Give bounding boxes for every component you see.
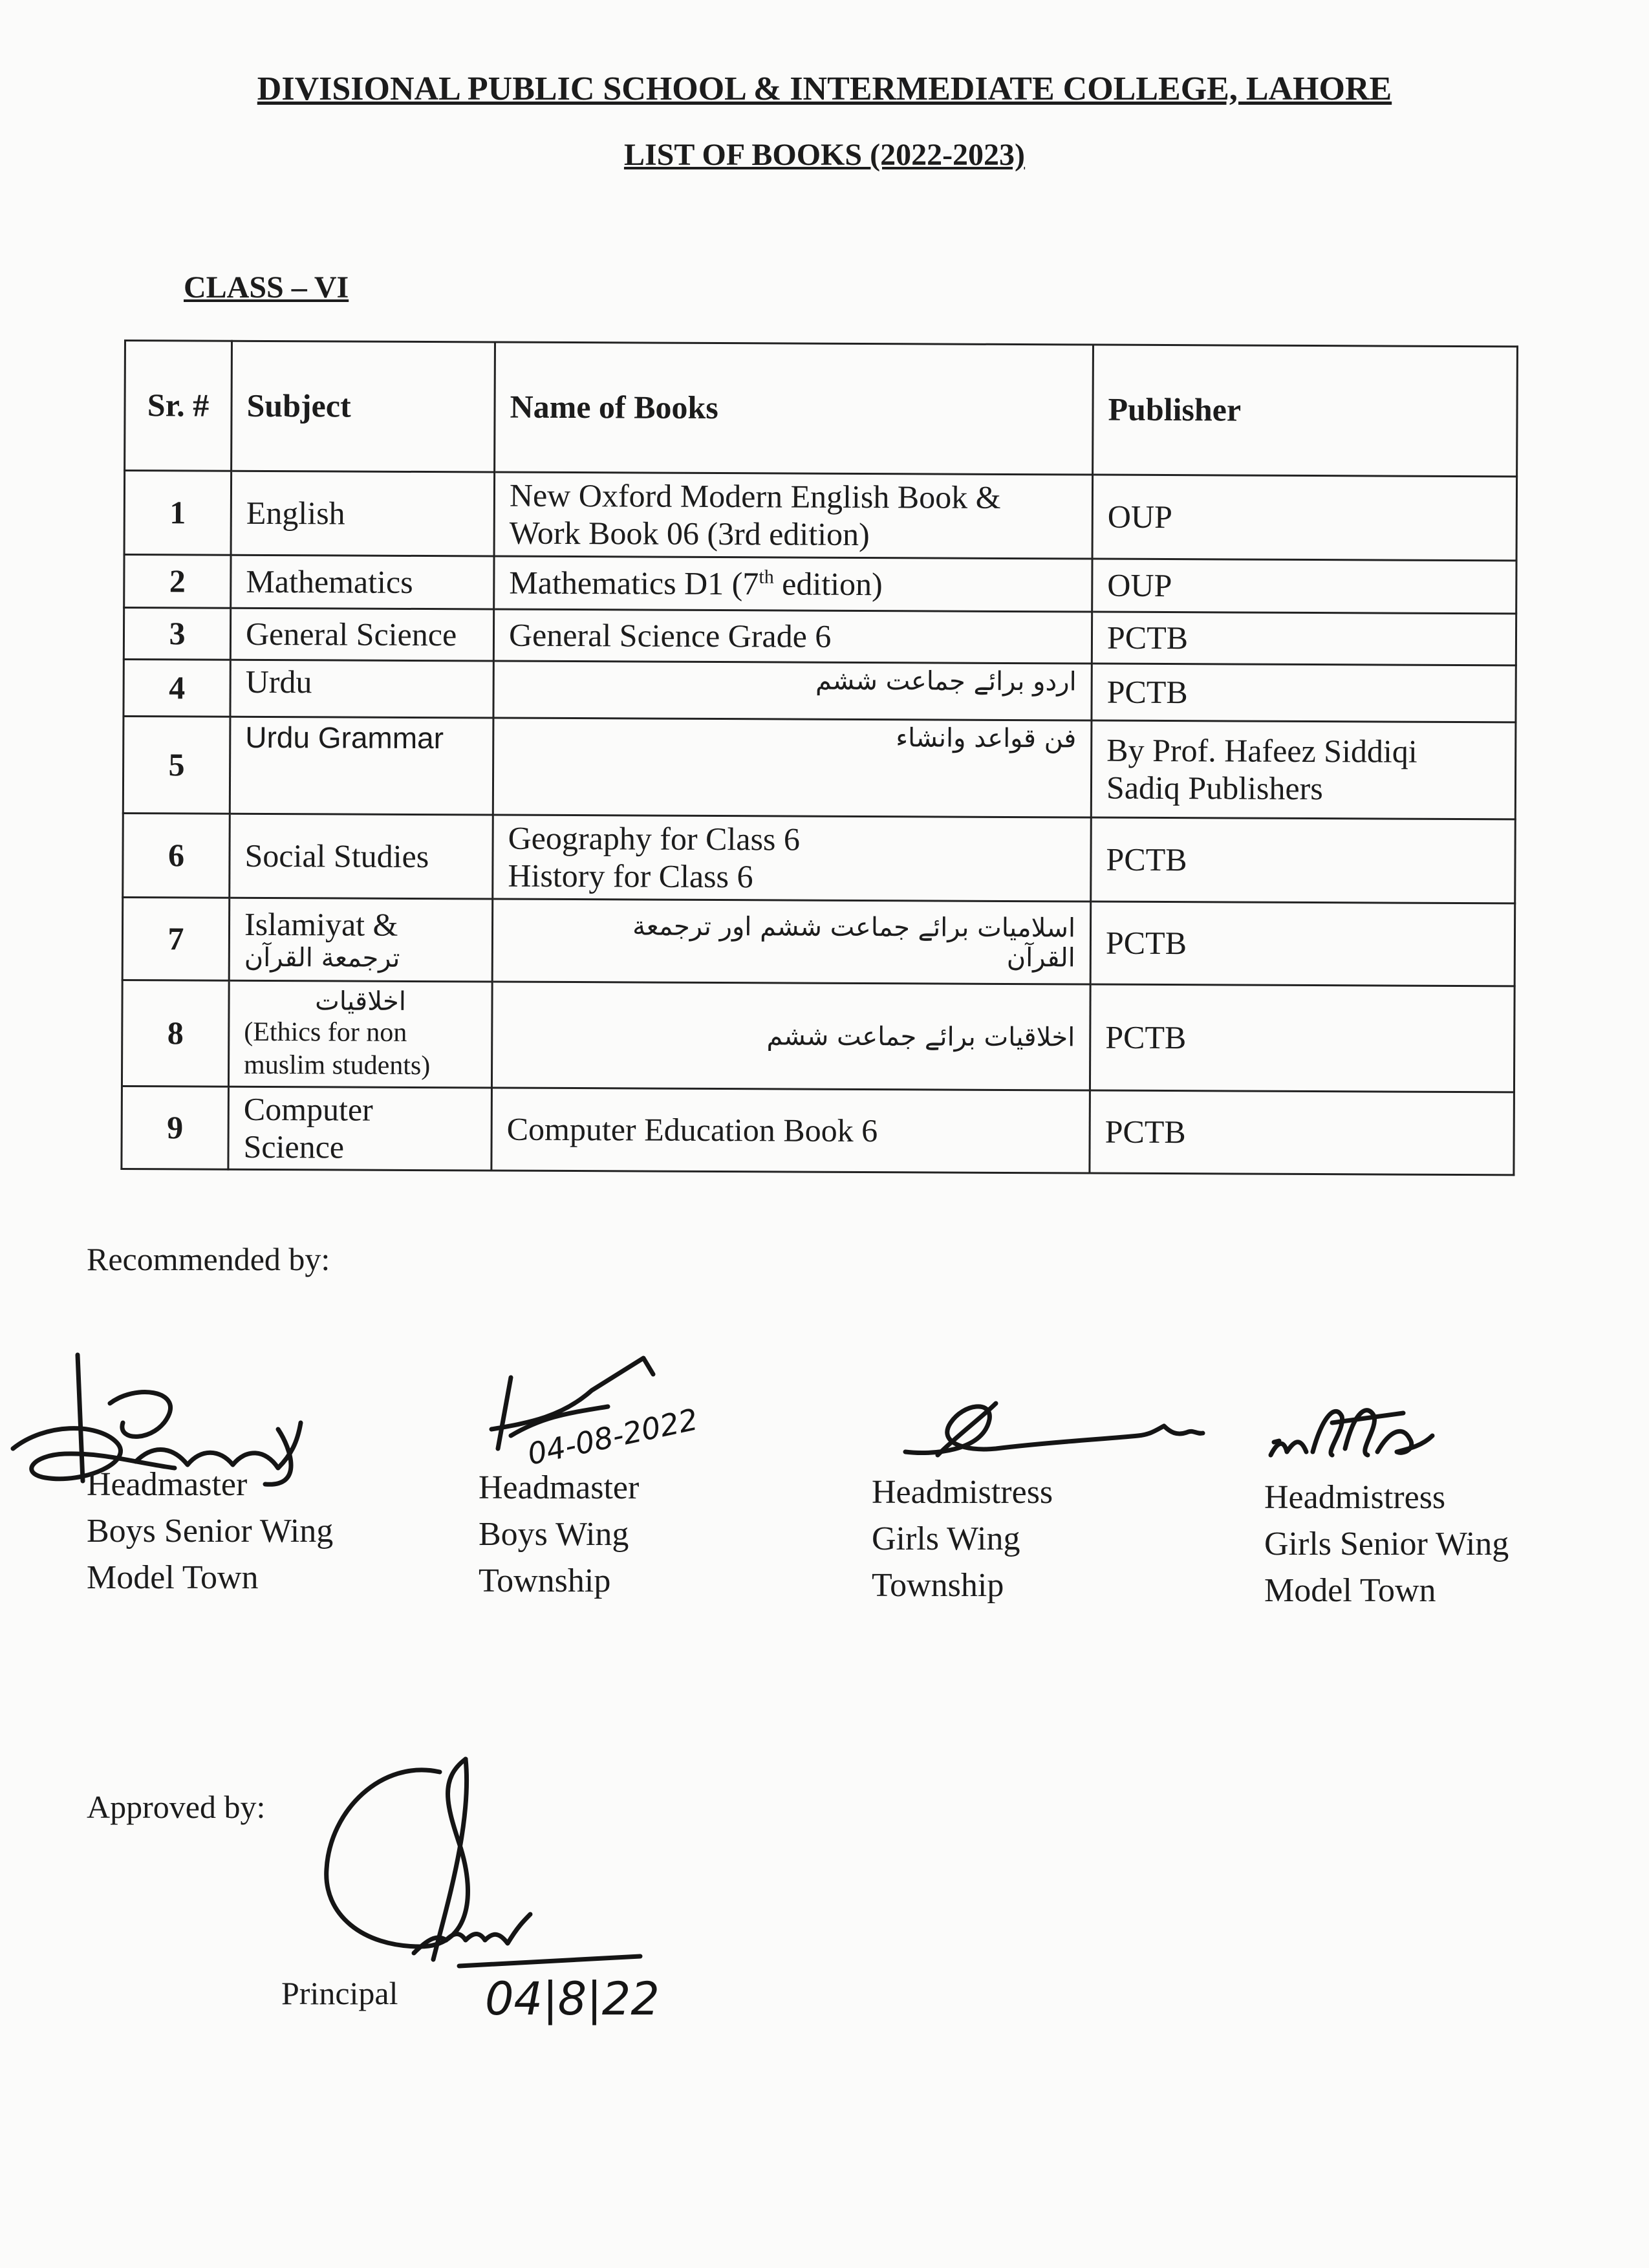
book-cell [492, 899, 1091, 984]
signatory-title: Headmistress [1264, 1479, 1446, 1516]
signature-date-principal: 04|8|22 [485, 1972, 660, 2025]
signatory-block [479, 1465, 639, 1604]
signatory-wing: Boys Wing [479, 1516, 629, 1553]
subject-line-urdu: ترجمعة القرآن [244, 943, 400, 974]
subject-line-urdu: اخلاقیات [315, 986, 407, 1017]
book-text: Mathematics D1 (7 [509, 564, 759, 602]
subject-cell [228, 980, 492, 1088]
book-line: New Oxford Modern English Book & [509, 477, 1001, 515]
book-cell [494, 472, 1093, 559]
approved-label: Approved by: [87, 1789, 266, 1825]
signature-headmistress-girls-wing [892, 1390, 1216, 1468]
books-table [120, 340, 1518, 1176]
class-label: CLASS – VI [184, 270, 349, 305]
subject-cell: Social Studies [230, 814, 493, 899]
subject-line: Islamiyat & [244, 905, 398, 943]
signatory-title: Headmistress [872, 1474, 1053, 1511]
book-cell: اخلاقیات برائے جماعت ششم [491, 982, 1090, 1090]
subject-cell [228, 1086, 492, 1171]
table-row [122, 980, 1514, 1092]
book-cell: Computer Education Book 6 [491, 1088, 1090, 1173]
sr-cell: 4 [124, 660, 230, 717]
publisher-cell: PCTB [1092, 612, 1516, 665]
table-row [124, 555, 1516, 614]
publisher-cell: PCTB [1090, 902, 1515, 986]
header-publisher: Publisher [1093, 345, 1518, 477]
signature-headmistress-senior-wing [1261, 1390, 1468, 1474]
book-line: Geography for Class 6 [508, 819, 801, 858]
subject-line: muslim students) [244, 1050, 431, 1081]
table-row [122, 897, 1515, 986]
subject-cell: English [231, 471, 495, 556]
table-row [124, 660, 1516, 722]
subject-line: (Ethics for non [244, 1017, 407, 1048]
signatory-location: Model Town [1264, 1572, 1436, 1609]
signature-headmaster-boys-wing [479, 1345, 724, 1474]
sr-cell: 7 [122, 897, 230, 980]
table-row [123, 813, 1516, 903]
table-header-row [125, 341, 1518, 477]
header-sr: Sr. # [125, 341, 232, 471]
book-cell [493, 815, 1092, 902]
publisher-cell [1091, 720, 1516, 819]
publisher-cell: PCTB [1091, 817, 1516, 903]
publisher-cell: OUP [1092, 559, 1516, 614]
table-row [124, 471, 1517, 561]
principal-label: Principal [281, 1975, 398, 2011]
book-line: History for Class 6 [508, 857, 753, 894]
subject-cell: Urdu Grammar [230, 717, 493, 815]
publisher-cell: PCTB [1092, 664, 1516, 722]
subject-cell: Mathematics [231, 555, 494, 609]
subject-line: Computer [243, 1090, 373, 1128]
publisher-cell: PCTB [1090, 984, 1514, 1092]
signature-date-headmaster: 04-08-2022 [524, 1401, 701, 1472]
signatory-wing: Girls Senior Wing [1264, 1526, 1509, 1562]
signatory-location: Model Town [87, 1559, 259, 1596]
sr-cell: 5 [123, 717, 230, 814]
list-title: LIST OF BOOKS (2022-2023) [623, 138, 1026, 172]
signatory-block [872, 1469, 1053, 1609]
book-text: edition) [773, 565, 883, 602]
sr-cell: 3 [124, 608, 230, 660]
signatory-title: Headmaster [87, 1466, 248, 1503]
school-name: DIVISIONAL PUBLIC SCHOOL & INTERMEDIATE COLLEGE, LAHORE [257, 70, 1392, 107]
book-line: اسلامیات برائے جماعت ششم اور ترجمعة [632, 911, 1076, 943]
subject-line: Science [243, 1128, 345, 1165]
table-row [123, 717, 1516, 819]
publisher-line: Sadiq Publishers [1106, 769, 1323, 806]
signatory-location: Township [479, 1562, 611, 1599]
signatory-location: Township [872, 1567, 1004, 1604]
signatory-block [87, 1462, 333, 1601]
book-line: Work Book 06 (3rd edition) [509, 514, 870, 552]
subject-cell: Urdu [230, 660, 493, 718]
publisher-line: By Prof. Hafeez Siddiqi [1106, 731, 1417, 770]
book-cell: اردو برائے جماعت ششم [493, 661, 1092, 720]
subject-cell: General Science [230, 608, 493, 661]
sr-cell: 1 [124, 471, 232, 556]
signatory-wing: Boys Senior Wing [87, 1513, 334, 1550]
sr-cell: 2 [124, 555, 231, 609]
header-subject: Subject [232, 341, 495, 472]
table-row [124, 608, 1516, 665]
header-book: Name of Books [495, 342, 1094, 475]
sr-cell: 9 [122, 1086, 229, 1169]
signatory-title: Headmaster [479, 1469, 640, 1506]
book-cell: فن قواعد وانشاء [493, 718, 1092, 817]
book-cell: General Science Grade 6 [493, 609, 1092, 664]
book-cell [494, 556, 1092, 612]
recommended-label: Recommended by: [87, 1241, 330, 1277]
table-row [122, 1086, 1514, 1174]
publisher-cell: PCTB [1090, 1090, 1514, 1175]
signatory-block [1264, 1474, 1509, 1614]
sr-cell: 8 [122, 980, 229, 1086]
sr-cell: 6 [123, 813, 230, 898]
book-line: القرآن [1006, 942, 1075, 973]
subject-cell [229, 898, 493, 982]
signatory-wing: Girls Wing [872, 1520, 1020, 1557]
publisher-cell: OUP [1092, 475, 1517, 561]
superscript: th [759, 566, 774, 588]
